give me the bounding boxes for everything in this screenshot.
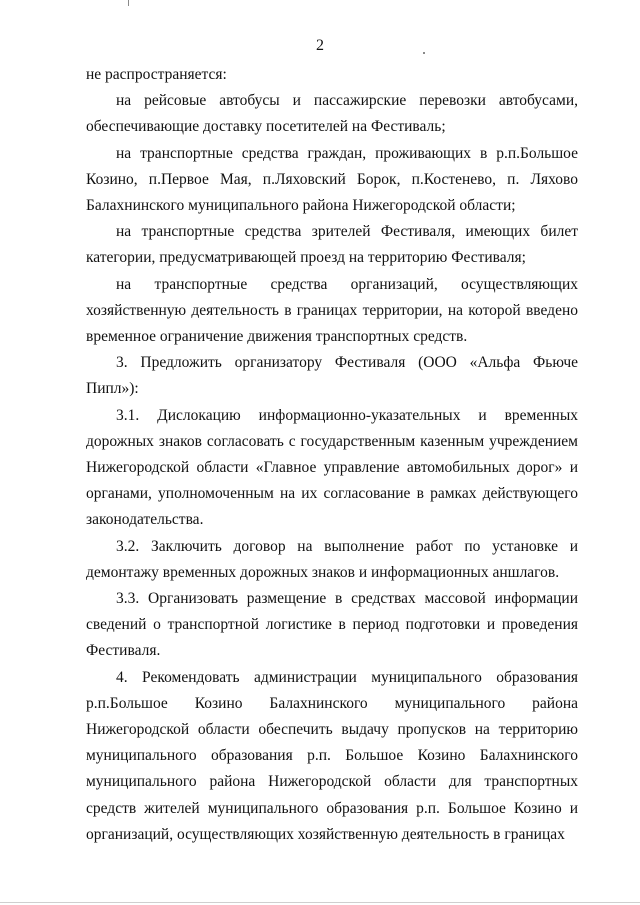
paragraph-item-3-1: 3.1. Дислокацию информационно-указательных и временных дорожных знаков согласовать с государственным казенным учреждением Нижегородской области «Главное управление автомобильных дорог» и органами, уполномоченным на их согласование в рамках действующего законодательства.: [86, 406, 578, 529]
paragraph-exception-residents: на транспортные средства граждан, проживающих в р.п.Большое Козино, п.Первое Мая, п.Ляховский Борок, п.Костенево, п. Ляхово Балахнинского муниципального района Нижегородской области;: [86, 144, 578, 215]
paragraph-exception-spectators: на транспортные средства зрителей Фестиваля, имеющих билет категории, предусматривающей проезд на территорию Фестиваля;: [86, 223, 578, 267]
paragraph-continuation: не распространяется:: [86, 66, 227, 83]
scan-artifact-top: [128, 0, 129, 6]
paragraph-item-3: 3. Предложить организатору Фестиваля (ООО «Альфа Фьюче Пипл»):: [86, 354, 578, 398]
paragraph-exception-buses: на рейсовые автобусы и пассажирские перевозки автобусами, обеспечивающие доставку посетителей на Фестиваль;: [86, 92, 578, 136]
paragraph-item-3-2: 3.2. Заключить договор на выполнение работ по установке и демонтажу временных дорожных знаков и информационных аншлагов.: [86, 537, 578, 581]
page-number: 2: [316, 37, 324, 54]
document-body: [86, 62, 578, 848]
paragraph-item-4: 4. Рекомендовать администрации муниципального образования р.п.Большое Козино Балахнинского муниципального района Нижегородской области обеспечить выдачу пропусков на территорию муниципального образования р.п. Большое Козино Балахнинского муниципального района Нижегородской области для транспортных средств жителей муниципального образования р.п. Большое Козино и организаций, осуществляющих хозяйственную деятельность в границах: [86, 668, 578, 843]
scan-artifact-bottom: [0, 902, 640, 903]
paragraph-item-3-3: 3.3. Организовать размещение в средствах массовой информации сведений о транспортной логистике в период подготовки и проведения Фестиваля.: [86, 590, 578, 660]
paragraph-exception-organizations: на транспортные средства организаций, осуществляющих хозяйственную деятельность в границах территории, на которой введено временное ограничение движения транспортных средств.: [86, 275, 578, 346]
